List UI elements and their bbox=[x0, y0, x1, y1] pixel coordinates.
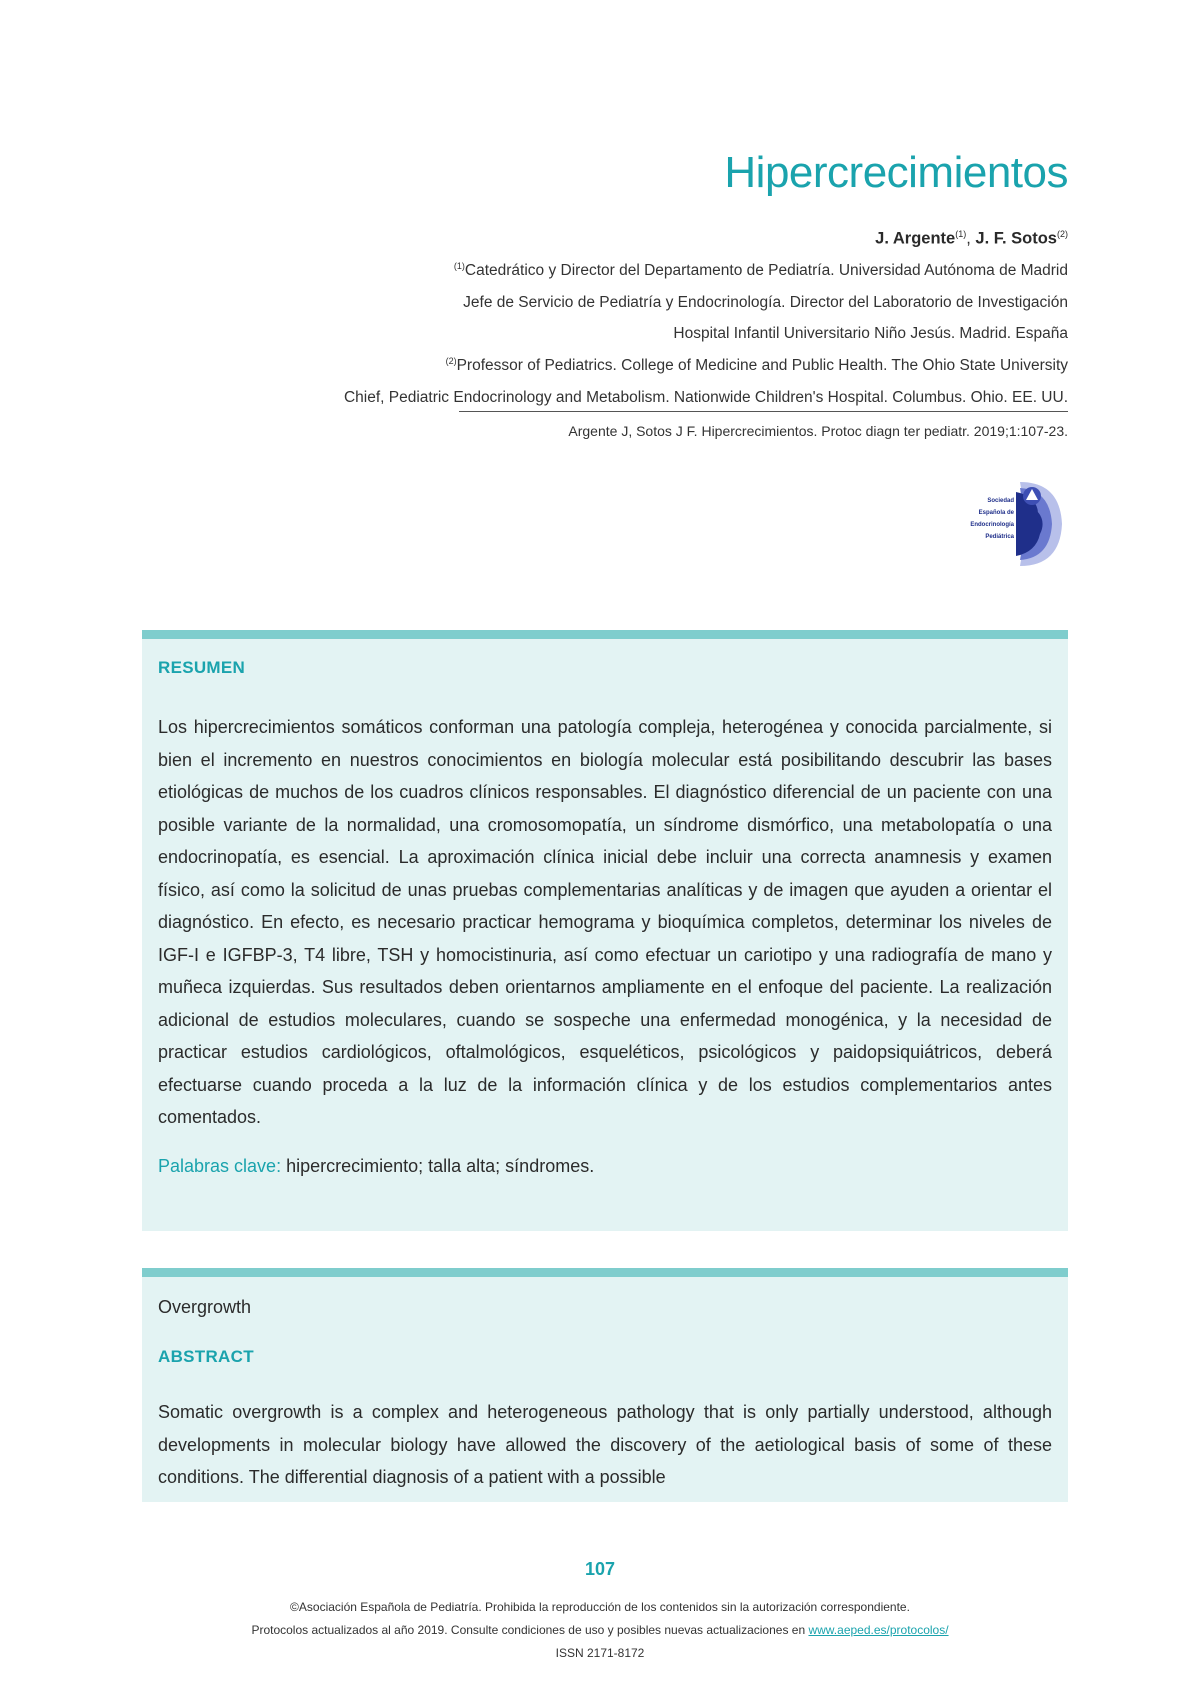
resumen-text: Los hipercrecimientos somáticos conforman una patología compleja, heterogénea y conocida parcialmente, si bien el incremento en nuestros conocimientos en biología molecular está posibilitando descubrir las bases etiológicas de muchos de los cuadros clínicos responsables. El diagnóstico diferencial de un paciente con una posible variante de la normalidad, una cromosomopatía, un síndrome dismórfico, una metabolopatía o una endocrinopatía, es esencial. La aproximación clínica inicial debe incluir una correcta anamnesis y examen físico, así como la solicitud de unas pruebas complementarias analíticas y de imagen que ayuden a orientar el diagnóstico. En efecto, es necesario practicar hemograma y bioquímica completos, determinar los niveles de IGF-I e IGFBP-3, T4 libre, TSH y homocistinuria, así como efectuar un cariotipo y una radiografía de mano y muñeca izquierdas. Sus resultados deben orientarnos ampliamente en el enfoque del paciente. La realización adicional de estudios moleculares, cuando se sospeche una enfermedad monogénica, y la necesidad de practicar estudios cardiológicos, oftalmológicos, esqueléticos, psicológicos y paidopsiquiátricos, deberá efectuarse cuando proceda a la luz de la información clínica y de los estudios complementarios antes comentados. bbox=[158, 717, 1052, 1127]
resumen-box bbox=[142, 630, 1068, 1231]
footer-line: Protocolos actualizados al año 2019. Consulte condiciones de uso y posibles nuevas actualizaciones en www.aeped.es/protocolos/ bbox=[251, 1623, 949, 1637]
keywords-text: hipercrecimiento; talla alta; síndromes. bbox=[281, 1155, 595, 1176]
page-number: 107 bbox=[584, 1559, 616, 1579]
divider bbox=[459, 411, 1068, 412]
footer bbox=[0, 1596, 1200, 1665]
page-title: Hipercrecimientos bbox=[724, 148, 1068, 197]
abstract-box bbox=[142, 1268, 1068, 1502]
affiliation-line: Chief, Pediatric Endocrinology and Metabolism. Nationwide Children's Hospital. Columbus. Ohio. EE. UU. bbox=[343, 388, 1068, 406]
issn-line: ISSN 2171-8172 bbox=[555, 1646, 645, 1660]
keywords-label: Palabras clave: bbox=[158, 1155, 282, 1176]
author-name: J. Argente bbox=[875, 229, 956, 248]
abstract-heading: ABSTRACT bbox=[158, 1347, 254, 1366]
society-logo-graphic bbox=[950, 474, 1068, 574]
affiliation-line: $^{(1)}$Catedrático y Director del Departamento de Pediatría. Universidad Autónoma de Madrid bbox=[453, 261, 1068, 280]
affiliations bbox=[168, 253, 1068, 411]
english-title: Overgrowth bbox=[158, 1297, 252, 1317]
affiliation-line: Hospital Infantil Universitario Niño Jesús. Madrid. España bbox=[673, 325, 1068, 343]
logo-text-line: Endocrinología bbox=[970, 522, 1014, 528]
logo-text-line: Española de bbox=[978, 510, 1014, 516]
keywords bbox=[158, 1156, 1052, 1177]
author-sup: (2) bbox=[1057, 229, 1068, 239]
citation: Argente J, Sotos J F. Hipercrecimientos. Protoc diagn ter pediatr. 2019;1:107-23. bbox=[568, 423, 1068, 439]
protocols-link[interactable]: www.aeped.es/protocolos/ bbox=[808, 1623, 949, 1637]
resumen-heading: RESUMEN bbox=[158, 658, 246, 677]
society-logo bbox=[950, 474, 1068, 574]
logo-text-line: Pediátrica bbox=[985, 534, 1014, 540]
affiliation-line: Jefe de Servicio de Pediatría y Endocrinología. Director del Laboratorio de Investigación bbox=[463, 293, 1068, 311]
logo-text-line: Sociedad bbox=[987, 498, 1014, 504]
authors: J. Argente$^{(1)}$, J. F. Sotos$^{(2)}$ bbox=[875, 229, 1068, 248]
author-name: J. F. Sotos bbox=[975, 229, 1057, 248]
copyright-line: ©Asociación Española de Pediatría. Prohibida la reproducción de los contenidos sin la autorización correspondiente. bbox=[290, 1600, 910, 1614]
author-sup: (1) bbox=[955, 229, 967, 239]
abstract-text: Somatic overgrowth is a complex and heterogeneous pathology that is only partially understood, although developments in molecular biology have allowed the discovery of the aetiological basis of some of these conditions. The differential diagnosis of a patient with a possible bbox=[158, 1402, 1052, 1487]
affiliation-line: $^{(2)}$Professor of Pediatrics. College of Medicine and Public Health. The Ohio State University bbox=[445, 355, 1068, 375]
